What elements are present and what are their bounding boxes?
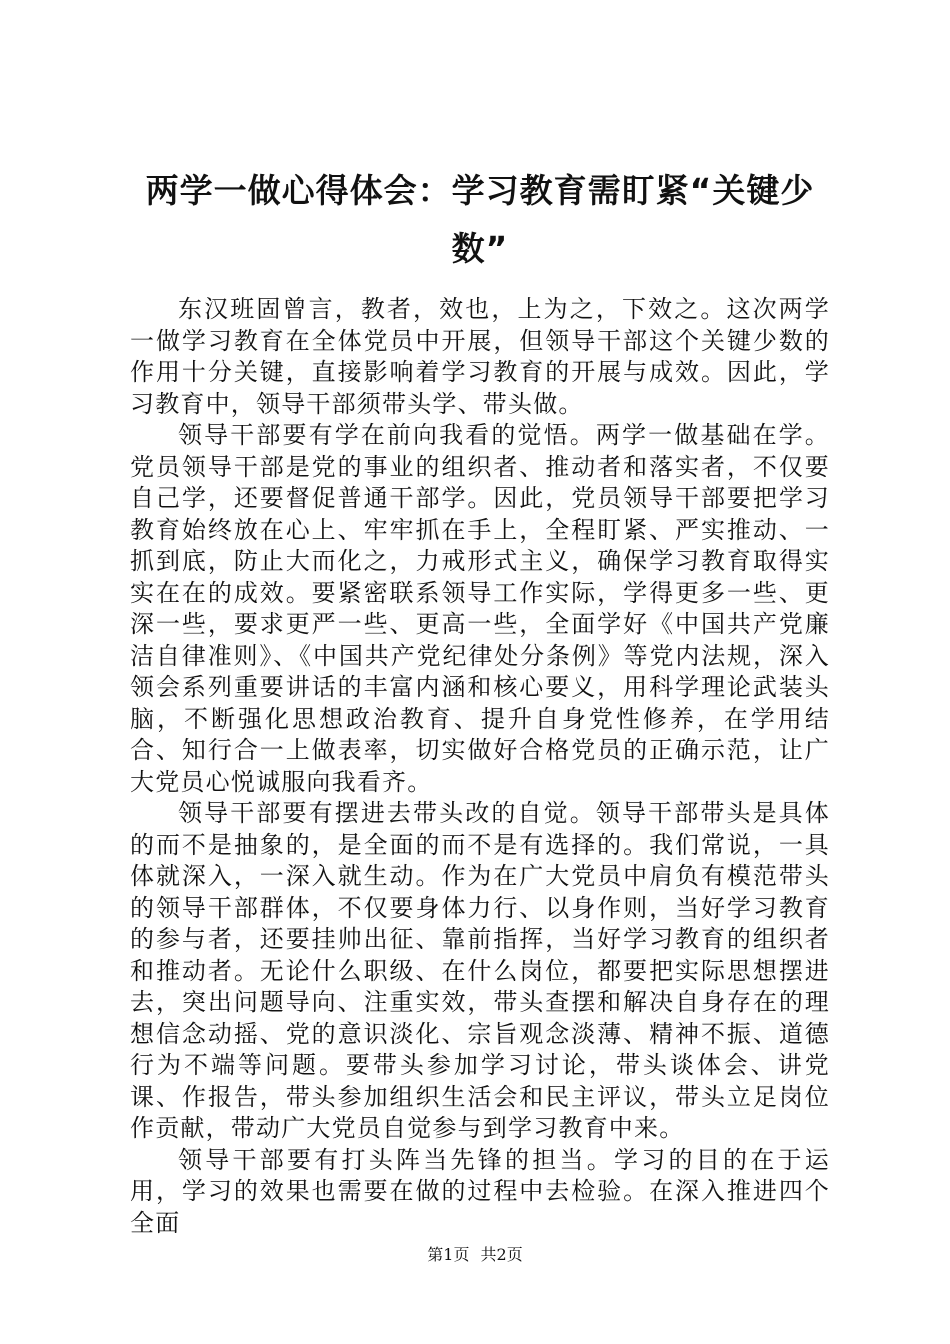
total-pages: 共2页 bbox=[480, 1245, 523, 1264]
page-number: 第1页 bbox=[427, 1245, 470, 1264]
paragraph: 领导干部要有打头阵当先锋的担当。学习的目的在于运用，学习的效果也需要在做的过程中去检验。在深入推进四个全面 bbox=[130, 1145, 830, 1237]
document-title: 两学一做心得体会：学习教育需盯紧“关键少数” bbox=[145, 171, 815, 268]
paragraph: 领导干部要有摆进去带头改的自觉。领导干部带头是具体的而不是抽象的，是全面的而不是有选择的。我们常说，一具体就深入，一深入就生动。作为在广大党员中肩负有模范带头的领导干部群体，不仅要身体力行、以身作则，当好学习教育的参与者，还要挂帅出征、靠前指挥，当好学习教育的组织者和推动者。无论什么职级、在什么岗位，都要把实际思想摆进去，突出问题导向、注重实效，带头查摆和解决自身存在的理想信念动摇、党的意识淡化、宗旨观念淡薄、精神不振、道德行为不端等问题。要带头参加学习讨论，带头谈体会、讲党课、作报告，带头参加组织生活会和民主评议，带头立足岗位作贡献，带动广大党员自觉参与到学习教育中来。 bbox=[130, 799, 830, 1142]
page-footer bbox=[0, 1244, 950, 1266]
paragraph: 领导干部要有学在前向我看的觉悟。两学一做基础在学。党员领导干部是党的事业的组织者、推动者和落实者，不仅要自己学，还要督促普通干部学。因此，党员领导干部要把学习教育始终放在心上、牢牢抓在手上，全程盯紧、严实推动、一抓到底，防止大而化之，力戒形式主义，确保学习教育取得实实在在的成效。要紧密联系领导工作实际，学得更多一些、更深一些，要求更严一些、更高一些，全面学好《中国共产党廉洁自律准则》、《中国共产党纪律处分条例》等党内法规，深入领会系列重要讲话的丰富内涵和核心要义，用科学理论武装头脑，不断强化思想政治教育、提升自身党性修养，在学用结合、知行合一上做表率，切实做好合格党员的正确示范，让广大党员心悦诚服向我看齐。 bbox=[130, 421, 830, 796]
document-body bbox=[130, 294, 830, 1239]
paragraph: 东汉班固曾言，教者，效也，上为之，下效之。这次两学一做学习教育在全体党员中开展，但领导干部这个关键少数的作用十分关键，直接影响着学习教育的开展与成效。因此，学习教育中，领导干部须带头学、带头做。 bbox=[130, 295, 830, 418]
